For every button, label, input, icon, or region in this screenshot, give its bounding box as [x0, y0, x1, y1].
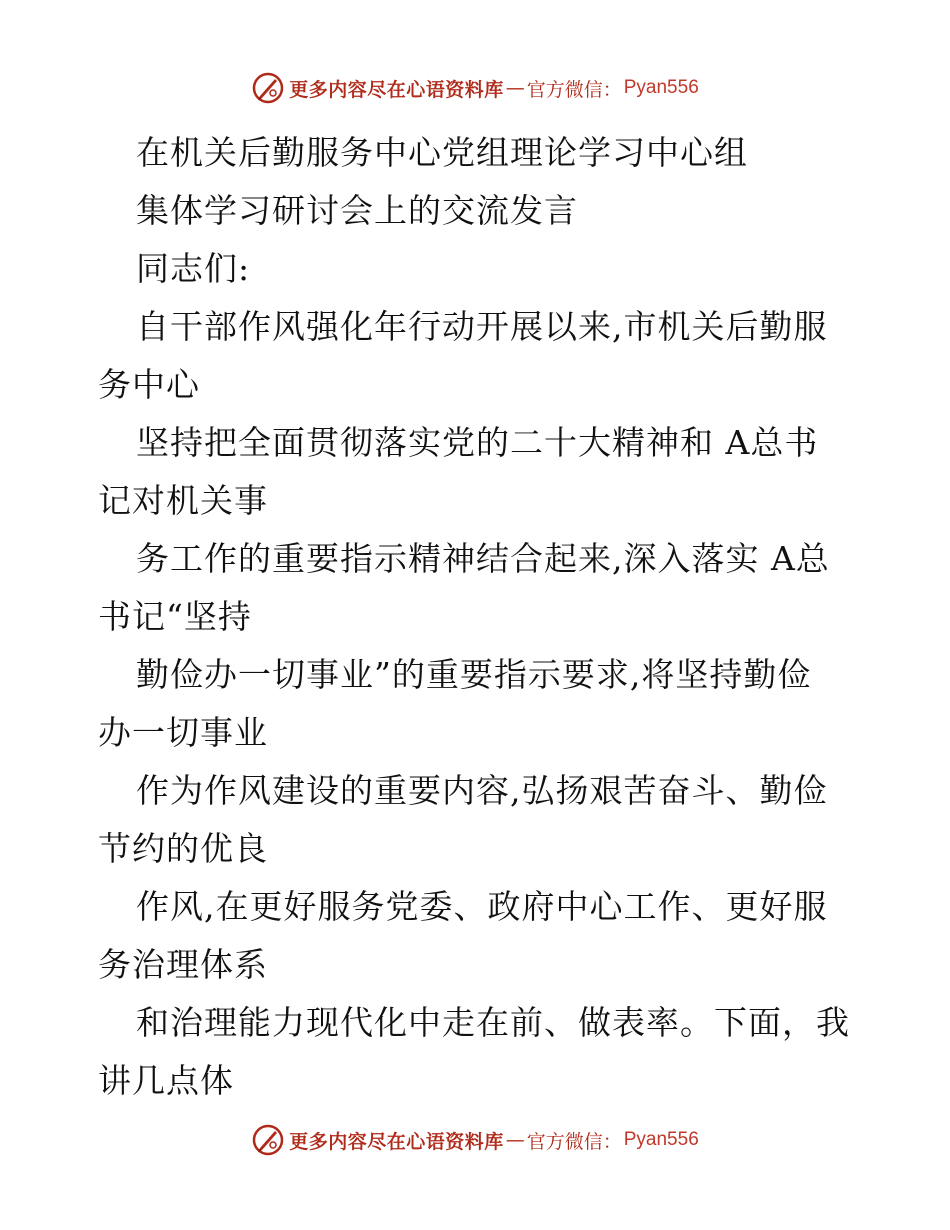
banner-text: 更多内容尽在心语资料库	[289, 78, 504, 101]
banner-text: 更多内容尽在心语资料库	[289, 1130, 504, 1153]
doc-line: 办一切事业	[98, 713, 268, 752]
doc-line: 记对机关事	[98, 481, 268, 520]
doc-line: 讲几点体	[98, 1061, 234, 1100]
quill-pen-logo-icon	[251, 1123, 285, 1157]
doc-line: 自干部作风强化年行动开展以来,市机关后勤服	[136, 307, 828, 346]
document-body	[98, 124, 858, 1110]
banner-wechat-id: Pyan556	[623, 77, 699, 98]
banner-wechat-id: Pyan556	[623, 1129, 699, 1150]
doc-line: 节约的优良	[98, 829, 268, 868]
banner-separator: —	[505, 1129, 525, 1151]
doc-line: 坚持把全面贯彻落实党的二十大精神和 A总书	[136, 423, 819, 462]
banner-wechat-label: 官方微信：	[526, 1130, 622, 1153]
doc-line: 同志们:	[136, 249, 251, 288]
doc-line: 务中心	[98, 365, 200, 404]
header-watermark-banner	[0, 68, 950, 108]
doc-line: 务工作的重要指示精神结合起来,深入落实 A总	[136, 539, 830, 578]
banner-separator: —	[505, 77, 525, 99]
doc-line: 书记“坚持	[98, 597, 252, 636]
doc-line: 和治理能力现代化中走在前、做表率。下面，我	[136, 1003, 850, 1042]
doc-line: 勤俭办一切事业”的重要指示要求,将坚持勤俭	[136, 655, 812, 694]
doc-line: 作为作风建设的重要内容,弘扬艰苦奋斗、勤俭	[136, 771, 828, 810]
footer-watermark-banner	[0, 1120, 950, 1160]
quill-pen-logo-icon	[251, 71, 285, 105]
doc-line: 作风,在更好服务党委、政府中心工作、更好服	[136, 887, 828, 926]
doc-line: 在机关后勤服务中心党组理论学习中心组	[136, 133, 748, 172]
doc-line: 务治理体系	[98, 945, 268, 984]
doc-line: 集体学习研讨会上的交流发言	[136, 191, 578, 230]
banner-wechat-label: 官方微信：	[526, 78, 622, 101]
